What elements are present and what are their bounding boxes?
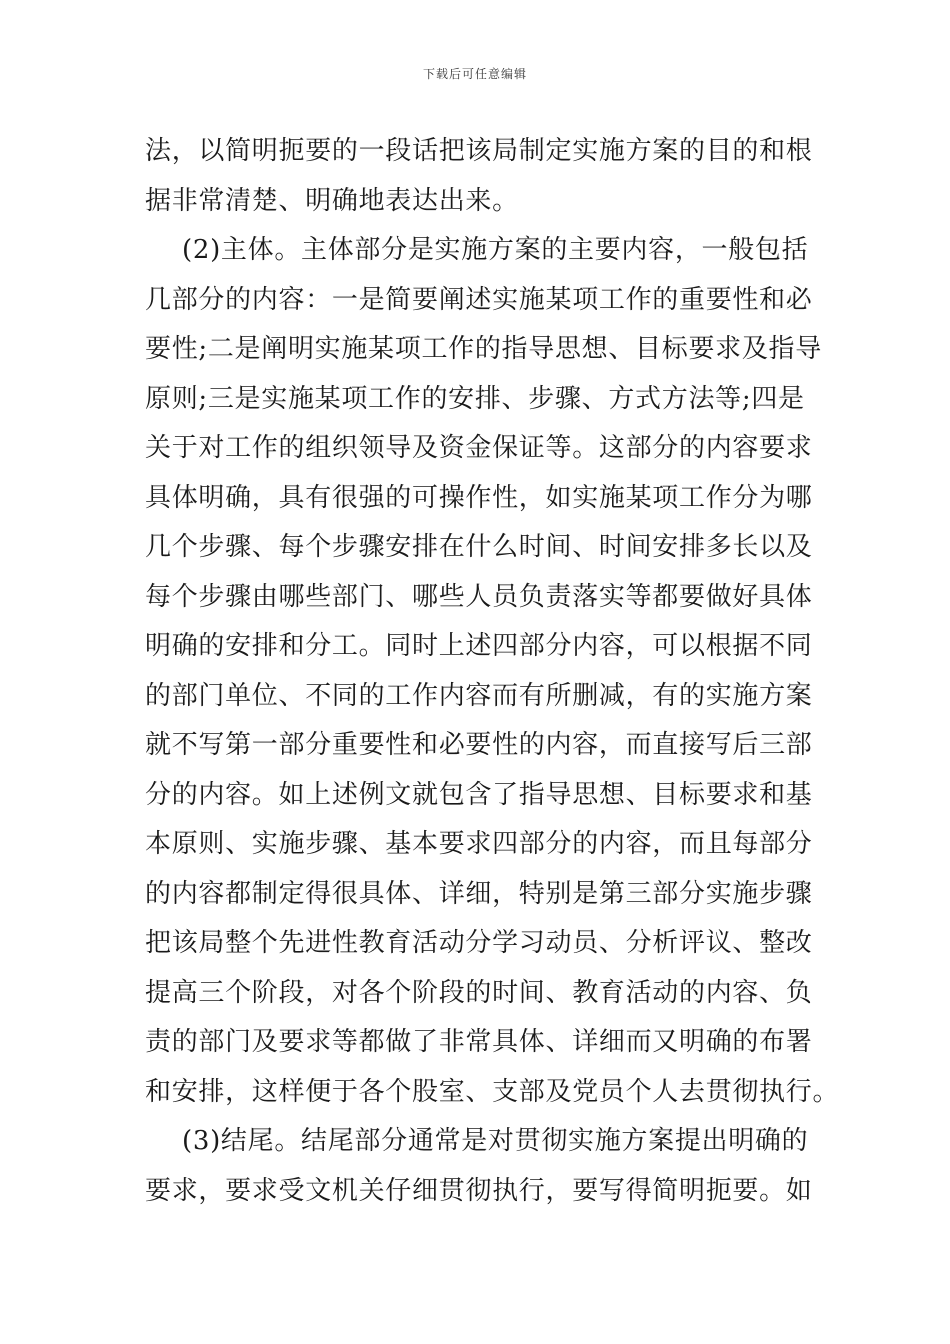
- text-line: 要求，要求受文机关仔细贯彻执行，要写得简明扼要。如: [145, 1175, 813, 1206]
- page-header: 下载后可任意编辑: [422, 67, 527, 81]
- text-line: 分的内容。如上述例文就包含了指导思想、目标要求和基: [145, 779, 813, 810]
- text-line: 提高三个阶段，对各个阶段的时间、教育活动的内容、负: [145, 977, 813, 1008]
- text-line: 原则;三是实施某项工作的安排、步骤、方式方法等;四是: [145, 383, 805, 414]
- text-line: 的部门单位、不同的工作内容而有所删减，有的实施方案: [145, 680, 813, 711]
- text-line: 和安排，这样便于各个股室、支部及党员个人去贯彻执行。: [145, 1076, 840, 1107]
- text-line: 的内容都制定得很具体、详细，特别是第三部分实施步骤: [145, 878, 813, 909]
- text-line: 关于对工作的组织领导及资金保证等。这部分的内容要求: [145, 433, 813, 463]
- text-line: 法，以简明扼要的一段话把该局制定实施方案的目的和根: [145, 136, 813, 166]
- text-line: 几部分的内容：一是简要阐述实施某项工作的重要性和必: [145, 284, 813, 315]
- text-line: 每个步骤由哪些部门、哪些人员负责落实等都要做好具体: [145, 581, 813, 612]
- text-line: (2)主体。主体部分是实施方案的主要内容，一般包括: [182, 235, 809, 265]
- text-line: 本原则、实施步骤、基本要求四部分的内容，而且每部分: [145, 829, 813, 859]
- text-line: 就不写第一部分重要性和必要性的内容，而直接写后三部: [145, 730, 813, 760]
- text-line: 要性;二是阐明实施某项工作的指导思想、目标要求及指导: [145, 334, 822, 364]
- text-line: 责的部门及要求等都做了非常具体、详细而又明确的布署: [145, 1027, 813, 1057]
- document-body: [145, 127, 840, 1216]
- text-line: 几个步骤、每个步骤安排在什么时间、时间安排多长以及: [145, 532, 813, 562]
- text-line: 具体明确，具有很强的可操作性，如实施某项工作分为哪: [145, 482, 813, 513]
- text-line: 明确的安排和分工。同时上述四部分内容，可以根据不同: [145, 631, 813, 661]
- text-line: (3)结尾。结尾部分通常是对贯彻实施方案提出明确的: [182, 1126, 809, 1156]
- text-line: 把该局整个先进性教育活动分学习动员、分析评议、整改: [145, 928, 813, 958]
- text-line: 据非常清楚、明确地表达出来。: [145, 185, 519, 216]
